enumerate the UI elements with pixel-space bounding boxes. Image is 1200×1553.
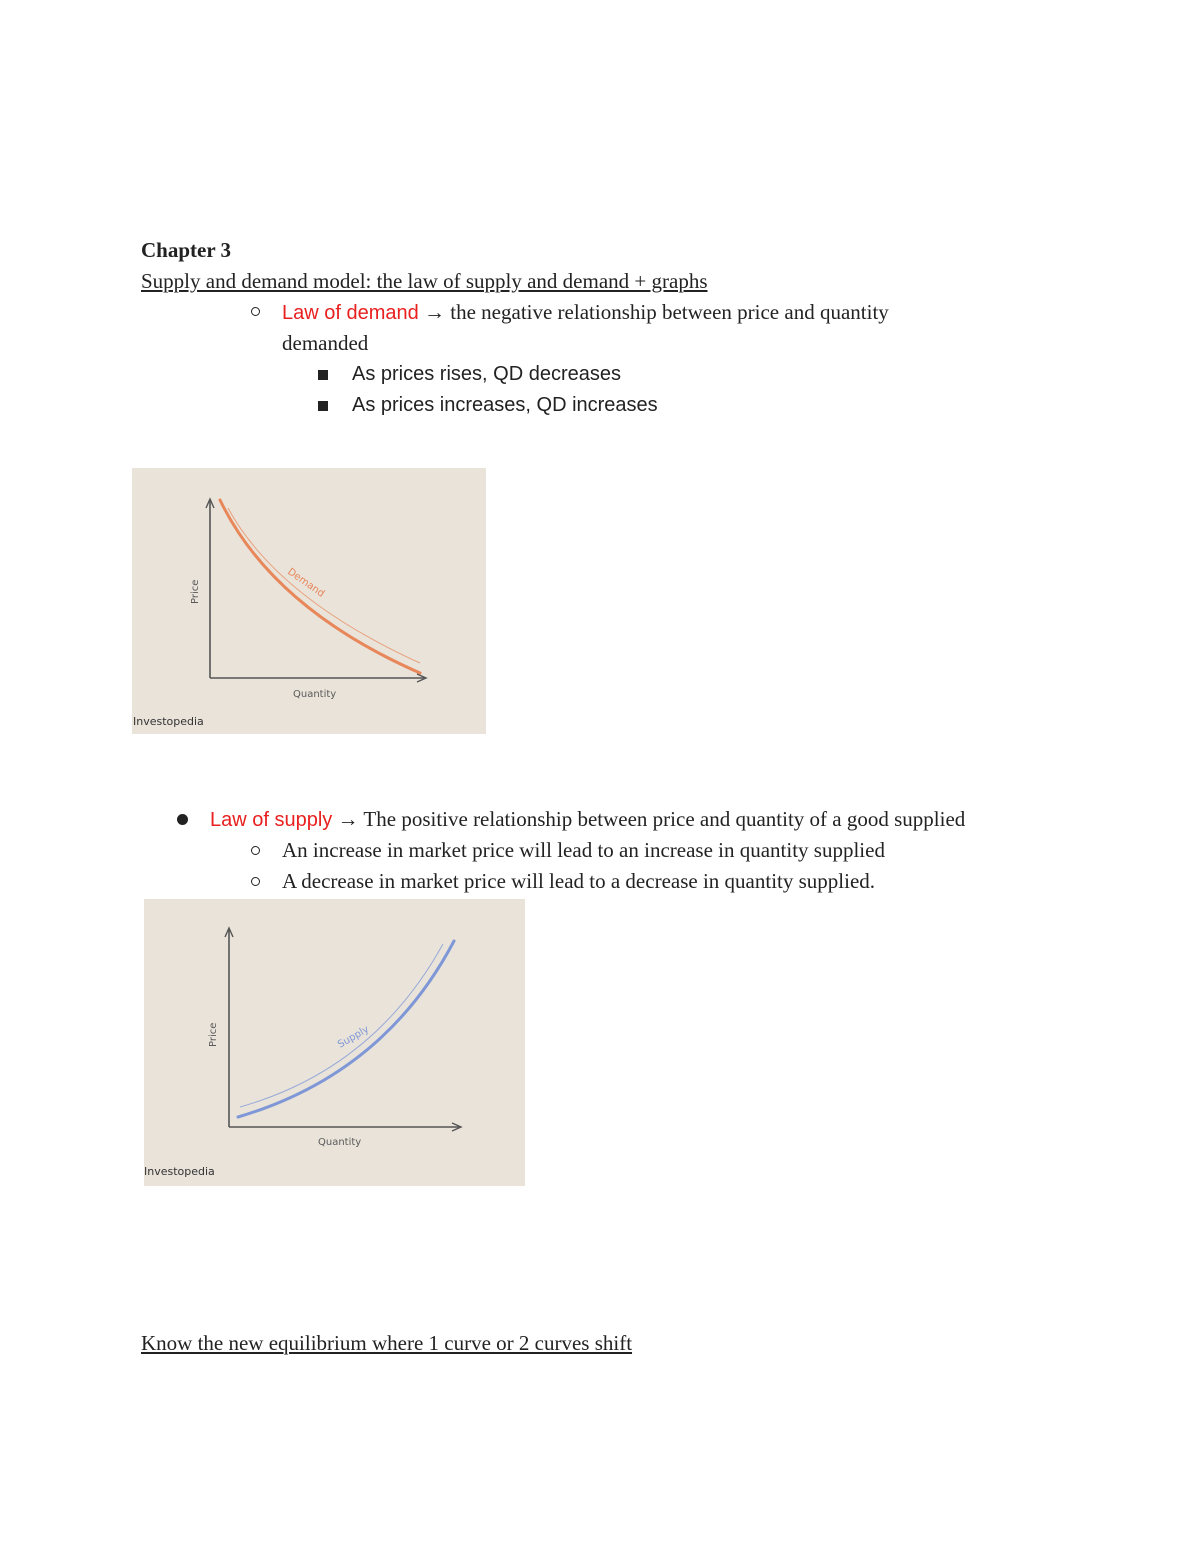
law-of-supply-term: Law of supply [210, 809, 333, 831]
y-axis-label: Price [208, 1022, 219, 1047]
graph-credit: Investopedia [144, 1165, 215, 1178]
circle-bullet-icon [251, 846, 260, 855]
demand-point-2: As prices increases, QD increases [352, 394, 658, 416]
law-of-demand-item [282, 299, 889, 326]
square-bullet-icon [318, 401, 328, 411]
graph-credit: Investopedia [133, 715, 204, 728]
law-of-supply-definition: → The positive relationship between price and quantity of a good supplied [337, 807, 966, 831]
dot-bullet-icon [177, 814, 188, 825]
section-heading: Supply and demand model: the law of supply and demand + graphs [141, 269, 708, 293]
supply-graph-figure [144, 899, 525, 1186]
x-axis-label: Quantity [318, 1137, 362, 1148]
supply-point-2: A decrease in market price will lead to a decrease in quantity supplied. [282, 869, 876, 893]
chapter-title: Chapter 3 [141, 238, 232, 262]
circle-bullet-icon [251, 307, 260, 316]
demand-graph-figure [132, 468, 486, 734]
demand-graph [132, 468, 486, 734]
supply-curve-guide [240, 944, 443, 1107]
y-axis-label: Price [190, 579, 201, 604]
law-of-supply-item [210, 806, 965, 833]
supply-point-1: An increase in market price will lead to an increase in quantity supplied [282, 838, 885, 862]
circle-bullet-icon [251, 877, 260, 886]
demand-point-1: As prices rises, QD decreases [352, 363, 621, 385]
x-axis-label: Quantity [293, 689, 337, 700]
square-bullet-icon [318, 370, 328, 380]
demand-curve-guide [228, 508, 420, 663]
law-of-demand-term: Law of demand [282, 302, 419, 324]
supply-curve [238, 941, 454, 1117]
supply-curve-label: Supply [336, 1024, 372, 1051]
supply-graph [144, 899, 525, 1186]
law-of-demand-definition: → the negative relationship between price and quantity [424, 300, 889, 324]
demand-curve-label: Demand [285, 566, 327, 600]
law-of-demand-definition-continued: demanded [282, 331, 369, 355]
equilibrium-heading: Know the new equilibrium where 1 curve or 2 curves shift [141, 1331, 633, 1355]
